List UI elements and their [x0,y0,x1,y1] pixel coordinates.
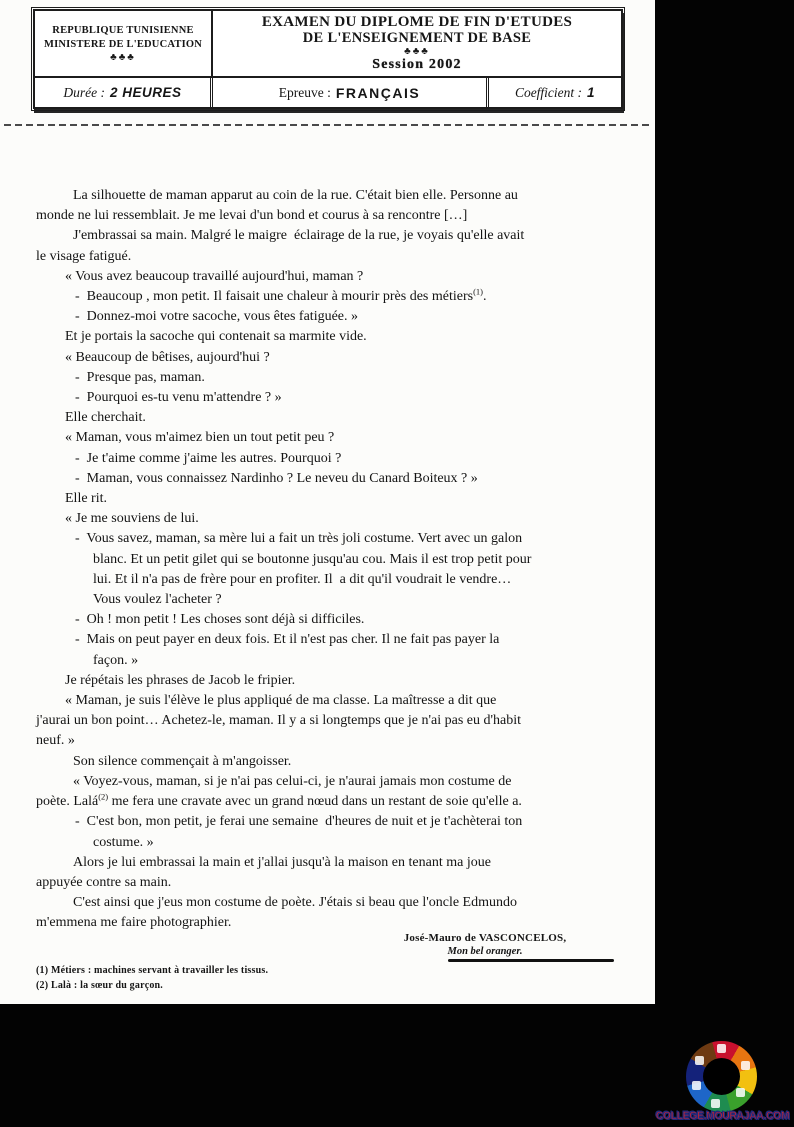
text-line [36,348,650,368]
text-run: . [483,289,487,305]
text-line [36,489,650,509]
text-line [36,711,650,731]
exam-header-table [33,9,623,109]
text-line [36,509,650,529]
text-run: Son silence commençait à m'angoisser. [73,753,292,769]
text-run: monde ne lui ressemblait. Je me levai d'un bond et courus à sa rencontre […] [36,208,468,224]
ornament-icon: ♣♣♣ [404,46,430,57]
text-line [36,913,650,933]
text-run: - Oh ! mon petit ! Les choses sont déjà si difficiles. [75,612,365,628]
text-line [36,671,650,691]
text-run: « Maman, vous m'aimez bien un tout petit peu ? [65,430,335,446]
duration-label: Durée : [63,84,106,100]
text-line [36,428,650,448]
text-run: j'aurai un bon point… Achetez-le, maman. Il y a si longtemps que je n'ai pas eu d'habit [36,713,521,729]
text-run: « Voyez-vous, maman, si je n'ai pas celui-ci, je n'aurai jamais mon costume de [73,773,512,789]
text-run: - Vous savez, maman, sa mère lui a fait un très joli costume. Vert avec un galon [75,531,523,547]
work-title: Mon bel oranger. [447,946,523,957]
text-line [36,651,650,671]
text-run: costume. » [93,834,154,850]
text-line [36,206,650,226]
text-line [36,388,650,408]
text-line [36,610,650,630]
reading-text [36,186,650,934]
session-label: Session 2002 [372,57,462,72]
logo-segment-icon [711,1099,720,1108]
logo-segment-icon [695,1056,704,1065]
footnotes [36,964,536,993]
attribution-underline [448,959,614,962]
text-run: « Beaucoup de bêtises, aujourd'hui ? [65,349,270,365]
footnote-line: (1) Métiers : machines servant à travailler les tissus. [36,965,269,976]
coefficient-label: Coefficient : [514,84,583,100]
subjects-ring-logo [686,1041,757,1112]
text-run: Alors je lui embrassai la main et j'allai jusqu'à la maison en tenant ma joue [73,854,491,870]
text-run: « Vous avez beaucoup travaillé aujourd'hui, maman ? [65,268,364,284]
text-line [36,287,650,307]
text-line [36,853,650,873]
text-run: Je répétais les phrases de Jacob le fripier. [65,672,296,688]
text-line [36,226,650,246]
exam-title-cell [213,11,621,76]
text-line [36,267,650,287]
text-line [36,307,650,327]
text-run: Vous voulez l'acheter ? [93,592,222,608]
text-line [36,449,650,469]
text-run: me fera une cravate avec un grand nœud dans un restant de soie qu'elle a. [108,794,522,810]
text-run: - Donnez-moi votre sacoche, vous êtes fatiguée. » [75,309,359,325]
website-watermark: COLLEGE.MOURAJAA.COM [655,1110,790,1122]
text-line [36,529,650,549]
text-run: « Maman, je suis l'élève le plus appliqué de ma classe. La maîtresse a dit que [65,693,497,709]
text-run: poète. Lalá [36,794,99,810]
footnote-line: (2) Lalà : la sœur du garçon. [36,979,164,991]
text-run: La silhouette de maman apparut au coin de la rue. C'était bien elle. Personne au [73,188,518,203]
text-run: façon. » [93,652,139,668]
republic-label: REPUBLIQUE TUNISIENNE [52,25,194,36]
text-run: - Pourquoi es-tu venu m'attendre ? » [75,390,282,406]
text-run: Et je portais la sacoche qui contenait sa marmite vide. [65,329,367,345]
text-run: neuf. » [36,733,75,749]
text-attribution [350,932,620,958]
text-run: - Mais on peut payer en deux fois. Et il n'est pas cher. Il ne fait pas payer la [75,632,500,648]
duration-value: 2 HEURES [110,85,182,100]
text-line [36,691,650,711]
text-line [36,630,650,650]
text-line [36,247,650,267]
header-bottom-row [35,78,621,107]
text-line [36,590,650,610]
text-run: - Presque pas, maman. [75,369,205,385]
text-line [36,327,650,347]
text-line [36,893,650,913]
header-top-row [35,11,621,78]
subject-cell [213,78,489,107]
text-line [36,772,650,792]
text-run: J'embrassai sa main. Malgré le maigre éclairage de la rue, je voyais qu'elle avait [73,228,525,244]
text-run: - Je t'aime comme j'aime les autres. Pourquoi ? [75,450,342,466]
text-line [36,186,650,206]
text-run: - Maman, vous connaissez Nardinho ? Le neveu du Canard Boiteux ? » [75,470,478,486]
dashed-divider [4,124,650,126]
text-run: Elle cherchait. [65,410,146,426]
text-run: C'est ainsi que j'eus mon costume de poète. J'étais si beau que l'oncle Edmundo [73,895,517,911]
logo-segment-icon [717,1044,726,1053]
text-run: lui. Et il n'a pas de frère pour en profiter. Il a dit qu'il voudrait le vendre… [93,571,512,587]
text-line [36,731,650,751]
coefficient-value: 1 [587,85,596,100]
ministry-cell [35,11,213,76]
logo-segment-icon [736,1088,745,1097]
author-name: José-Mauro de VASCONCELOS, [403,932,567,944]
text-line [36,570,650,590]
text-line [36,812,650,832]
text-line [36,873,650,893]
text-run: m'emmena me faire photographier. [36,915,232,931]
subject-value: FRANÇAIS [335,84,421,101]
ministry-label: MINISTERE DE L'EDUCATION [43,39,203,50]
text-run: - Beaucoup , mon petit. Il faisait une chaleur à mourir près des métiers [75,289,474,305]
text-line [36,368,650,388]
text-line [36,752,650,772]
text-run: Elle rit. [65,491,107,507]
text-run: appuyée contre sa main. [36,874,172,890]
text-line [36,550,650,570]
subject-label: Epreuve : [278,84,331,100]
duration-cell [35,78,213,107]
logo-segment-icon [741,1061,750,1070]
logo-center-hole [703,1058,740,1095]
footnote-reference: (2) [98,791,109,802]
text-run: - C'est bon, mon petit, je ferai une semaine d'heures de nuit et je t'achèterai ton [75,814,523,830]
logo-segment-icon [692,1081,701,1090]
text-run: « Je me souviens de lui. [65,511,199,527]
exam-title-line1: EXAMEN DU DIPLOME DE FIN D'ETUDES [261,14,573,30]
text-run: le visage fatigué. [36,248,132,264]
footnote-reference: (1) [473,286,484,297]
text-line [36,469,650,489]
text-line [36,408,650,428]
text-line [36,833,650,853]
coefficient-cell [489,78,621,107]
exam-title-line2: DE L'ENSEIGNEMENT DE BASE [302,30,532,46]
text-run: blanc. Et un petit gilet qui se boutonne jusqu'au cou. Mais il est trop petit pour [93,551,532,567]
text-line [36,792,650,812]
ornament-icon: ♣♣♣ [110,52,136,63]
